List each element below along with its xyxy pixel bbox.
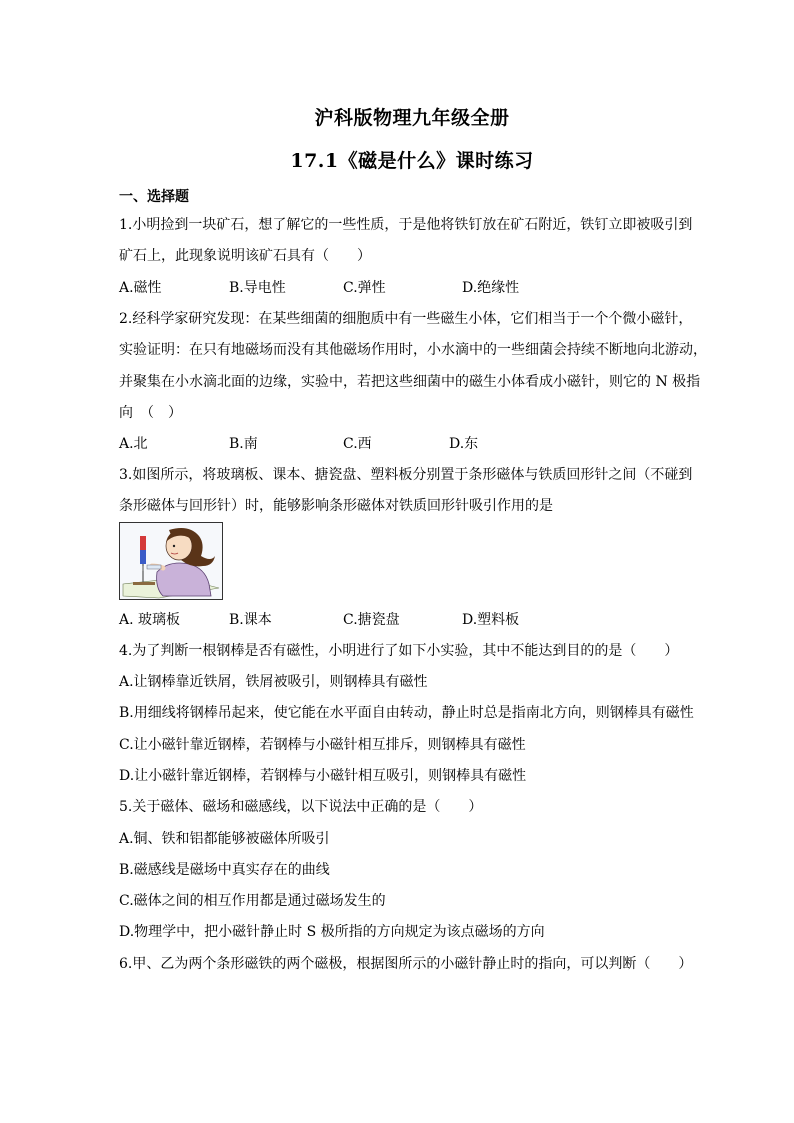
question-4-option-d: D.让小磁针靠近钢棒，若钢棒与小磁针相互吸引，则钢棒具有磁性 (119, 768, 527, 784)
question-4-option-a: A.让钢棒靠近铁屑，铁屑被吸引，则钢棒具有磁性 (119, 674, 428, 690)
question-3-option-b: B.课本 (229, 612, 272, 628)
experiment-illustration (119, 522, 223, 600)
question-1-option-b: B.导电性 (229, 280, 286, 296)
question-4-option-c: C.让小磁针靠近钢棒，若钢棒与小磁针相互排斥，则钢棒具有磁性 (119, 737, 526, 753)
document-subtitle: 17.1《磁是什么》课时练习 (290, 150, 534, 172)
question-2-option-d: D.东 (449, 436, 479, 452)
question-4-line-1: 4.为了判断一根钢棒是否有磁性，小明进行了如下小实验，其中不能达到目的的是（ ） (119, 643, 679, 659)
question-1-option-a: A.磁性 (119, 280, 162, 296)
question-3-option-c: C.搪瓷盘 (343, 612, 400, 628)
question-5-option-c: C.磁体之间的相互作用都是通过磁场发生的 (119, 893, 386, 909)
question-2-option-b: B.南 (229, 436, 258, 452)
question-3-option-d: D.塑料板 (462, 612, 520, 628)
document-title: 沪科版物理九年级全册 (314, 107, 510, 129)
question-1-line-1: 1.小明捡到一块矿石，想了解它的一些性质，于是他将铁钉放在矿石附近，铁钉立即被吸引到 (119, 217, 693, 233)
question-3-line-1: 3.如图所示，将玻璃板、课本、搪瓷盘、塑料板分别置于条形磁体与铁质回形针之间（不碰到 (119, 467, 693, 483)
question-4-option-b: B.用细线将钢棒吊起来，使它能在水平面自由转动，静止时总是指南北方向，则钢棒具有磁性 (119, 705, 694, 721)
question-1-option-d: D.绝缘性 (462, 280, 520, 296)
question-2-line-2: 实验证明：在只有地磁场而没有其他磁场作用时，小水滴中的一些细菌会持续不断地向北游动， (119, 342, 707, 358)
question-2-option-a: A.北 (119, 436, 148, 452)
question-5-option-b: B.磁感线是磁场中真实存在的曲线 (119, 862, 330, 878)
question-2-option-c: C.西 (343, 436, 372, 452)
question-1-option-c: C.弹性 (343, 280, 386, 296)
question-3-line-2: 条形磁体与回形针）时，能够影响条形磁体对铁质回形针吸引作用的是 (119, 498, 553, 514)
section-heading: 一、选择题 (119, 189, 189, 205)
question-3-option-a: A. 玻璃板 (119, 612, 181, 628)
question-2-line-3: 并聚集在小水滴北面的边缘，实验中，若把这些细菌中的磁生小体看成小磁针，则它的 N 极指 (119, 374, 701, 390)
question-2-line-4: 向 （ ） (119, 405, 182, 421)
question-5-line-1: 5.关于磁体、磁场和磁感线，以下说法中正确的是（ ） (119, 799, 483, 815)
question-2-line-1: 2.经科学家研究发现：在某些细菌的细胞质中有一些磁生小体，它们相当于一个个微小磁针， (119, 311, 693, 327)
question-5-option-d: D.物理学中，把小磁针静止时 S 极所指的方向规定为该点磁场的方向 (119, 924, 545, 940)
question-6-line-1: 6.甲、乙为两个条形磁铁的两个磁极，根据图所示的小磁针静止时的指向，可以判断（ ） (119, 956, 693, 972)
question-1-line-2: 矿石上，此现象说明该矿石具有（ ） (119, 248, 371, 264)
question-5-option-a: A.铜、铁和铝都能够被磁体所吸引 (119, 831, 330, 847)
